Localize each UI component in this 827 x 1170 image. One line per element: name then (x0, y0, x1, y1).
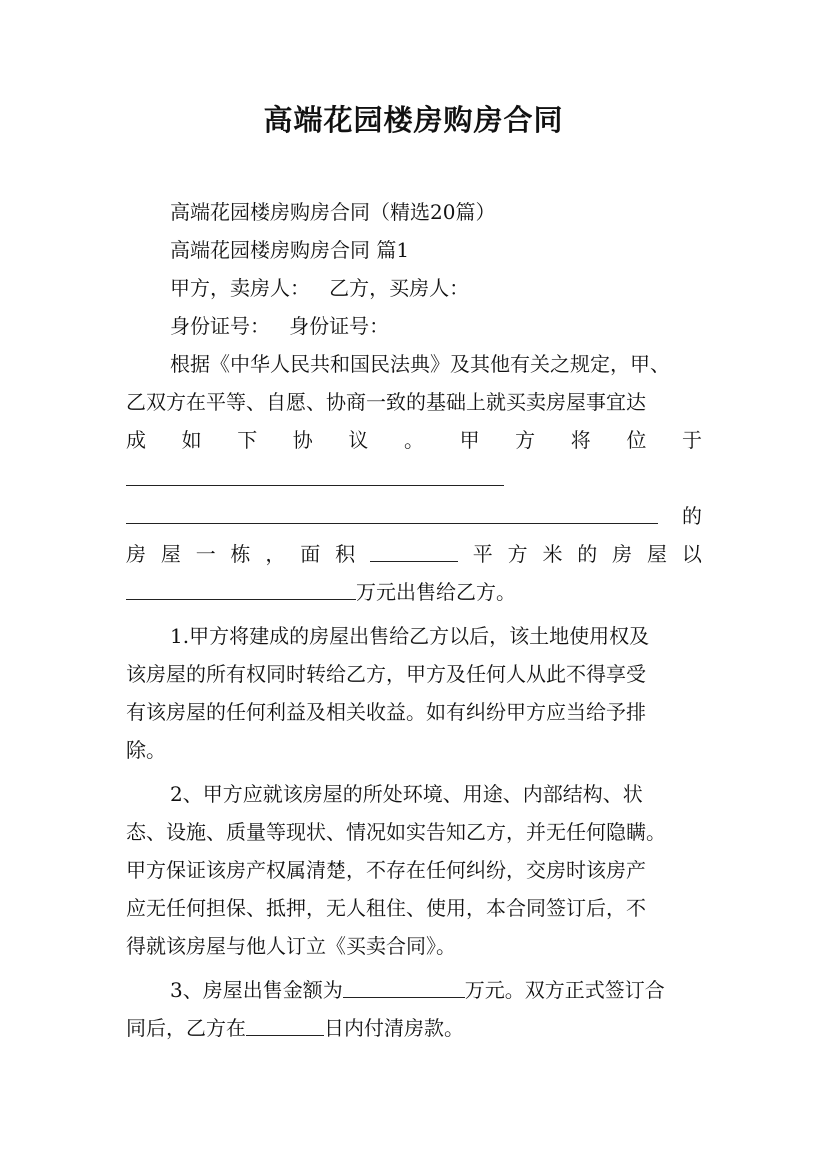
intro-line-6-char: ， (265, 542, 286, 566)
intro-line-4 (126, 459, 702, 497)
document-body (126, 193, 702, 1047)
intro-line-3 (126, 421, 702, 459)
intro-line-6-char: 方 (507, 542, 528, 566)
clause1-line-2: 该房屋的所有权同时转给乙方，甲方及任何人从此不得享受 (126, 662, 646, 686)
intro-line-3-char: 方 (515, 428, 536, 452)
intro-line-6-char: 米 (542, 542, 563, 566)
intro-line-3-char: 。 (403, 428, 424, 452)
days-blank (246, 1009, 324, 1036)
intro-line-3-char: 甲 (459, 428, 480, 452)
clause1-line-4: 除。 (126, 738, 166, 762)
parties-line: 甲方，卖房人： 乙方，买房人： (170, 276, 470, 300)
intro-line-6 (126, 535, 702, 573)
intro-line-3-char: 如 (181, 428, 202, 452)
intro-line-6-char: 的 (577, 542, 598, 566)
subtitle-line: 高端花园楼房购房合同（精选20篇） (170, 200, 496, 224)
intro-line-3-char: 于 (681, 428, 702, 452)
intro-line-6-char: 房 (612, 542, 633, 566)
clause1-line-3: 有该房屋的任何利益及相关收益。如有纠纷甲方应当给予排 (126, 700, 646, 724)
area-blank (370, 535, 458, 562)
intro-line-6-char: 屋 (160, 542, 181, 566)
intro-line-6-char: 积 (335, 542, 356, 566)
intro-line-6-char: 屋 (646, 542, 667, 566)
intro-line-6-char: 平 (472, 542, 493, 566)
intro-line-6-char: 以 (681, 542, 702, 566)
intro-line-6-char: 一 (195, 542, 216, 566)
intro-line-5 (126, 497, 702, 535)
intro-line-3-char: 协 (292, 428, 313, 452)
clause2-line-3: 甲方保证该房产权属清楚，不存在任何纠纷，交房时该房产 (126, 858, 646, 882)
id-number-line: 身份证号： 身份证号： (170, 314, 390, 338)
clause3-line-1-a: 3、房屋出售金额为 (170, 978, 343, 1002)
price-blank (126, 573, 356, 600)
intro-line-7-end: 万元出售给乙方。 (356, 580, 516, 604)
intro-line-5-end: 的 (682, 504, 702, 528)
clause2-line-5: 得就该房屋与他人订立《买卖合同》。 (126, 934, 456, 958)
location-blank-2 (126, 497, 658, 524)
clause2-line-2: 态、设施、质量等现状、情况如实告知乙方，并无任何隐瞒。 (126, 820, 666, 844)
article-heading: 高端花园楼房购房合同 篇1 (170, 238, 410, 262)
clause1-line-1: 1.甲方将建成的房屋出售给乙方以后，该土地使用权及 (170, 624, 650, 648)
intro-line-2: 乙双方在平等、自愿、协商一致的基础上就买卖房屋事宜达 (126, 390, 646, 414)
intro-line-6-char: 栋 (230, 542, 251, 566)
clause3-line-1 (126, 971, 702, 1009)
intro-line-3-char: 成 (126, 428, 146, 452)
intro-line-3-char: 议 (348, 428, 369, 452)
intro-line-3-char: 下 (237, 428, 258, 452)
clause2-line-1: 2、甲方应就该房屋的所处环境、用途、内部结构、状 (170, 782, 643, 806)
intro-line-1: 根据《中华人民共和国民法典》及其他有关之规定，甲、 (170, 352, 670, 376)
intro-line-6-char: 面 (300, 542, 321, 566)
document-title: 高端花园楼房购房合同 (263, 103, 564, 137)
clause3-line-2 (126, 1009, 702, 1047)
intro-line-3-char: 位 (626, 428, 647, 452)
intro-line-7 (126, 573, 702, 611)
location-blank-1 (126, 459, 504, 486)
intro-line-3-char: 将 (570, 428, 591, 452)
clause3-line-1-b: 万元。双方正式签订合 (464, 978, 665, 1002)
intro-line-6-char: 房 (126, 542, 146, 566)
clause2-line-4: 应无任何担保、抵押，无人租住、使用，本合同签订后，不 (126, 896, 646, 920)
amount-blank (343, 971, 465, 998)
clause3-line-2-b: 日内付清房款。 (324, 1016, 464, 1040)
clause3-line-2-a: 同后，乙方在 (126, 1016, 246, 1040)
